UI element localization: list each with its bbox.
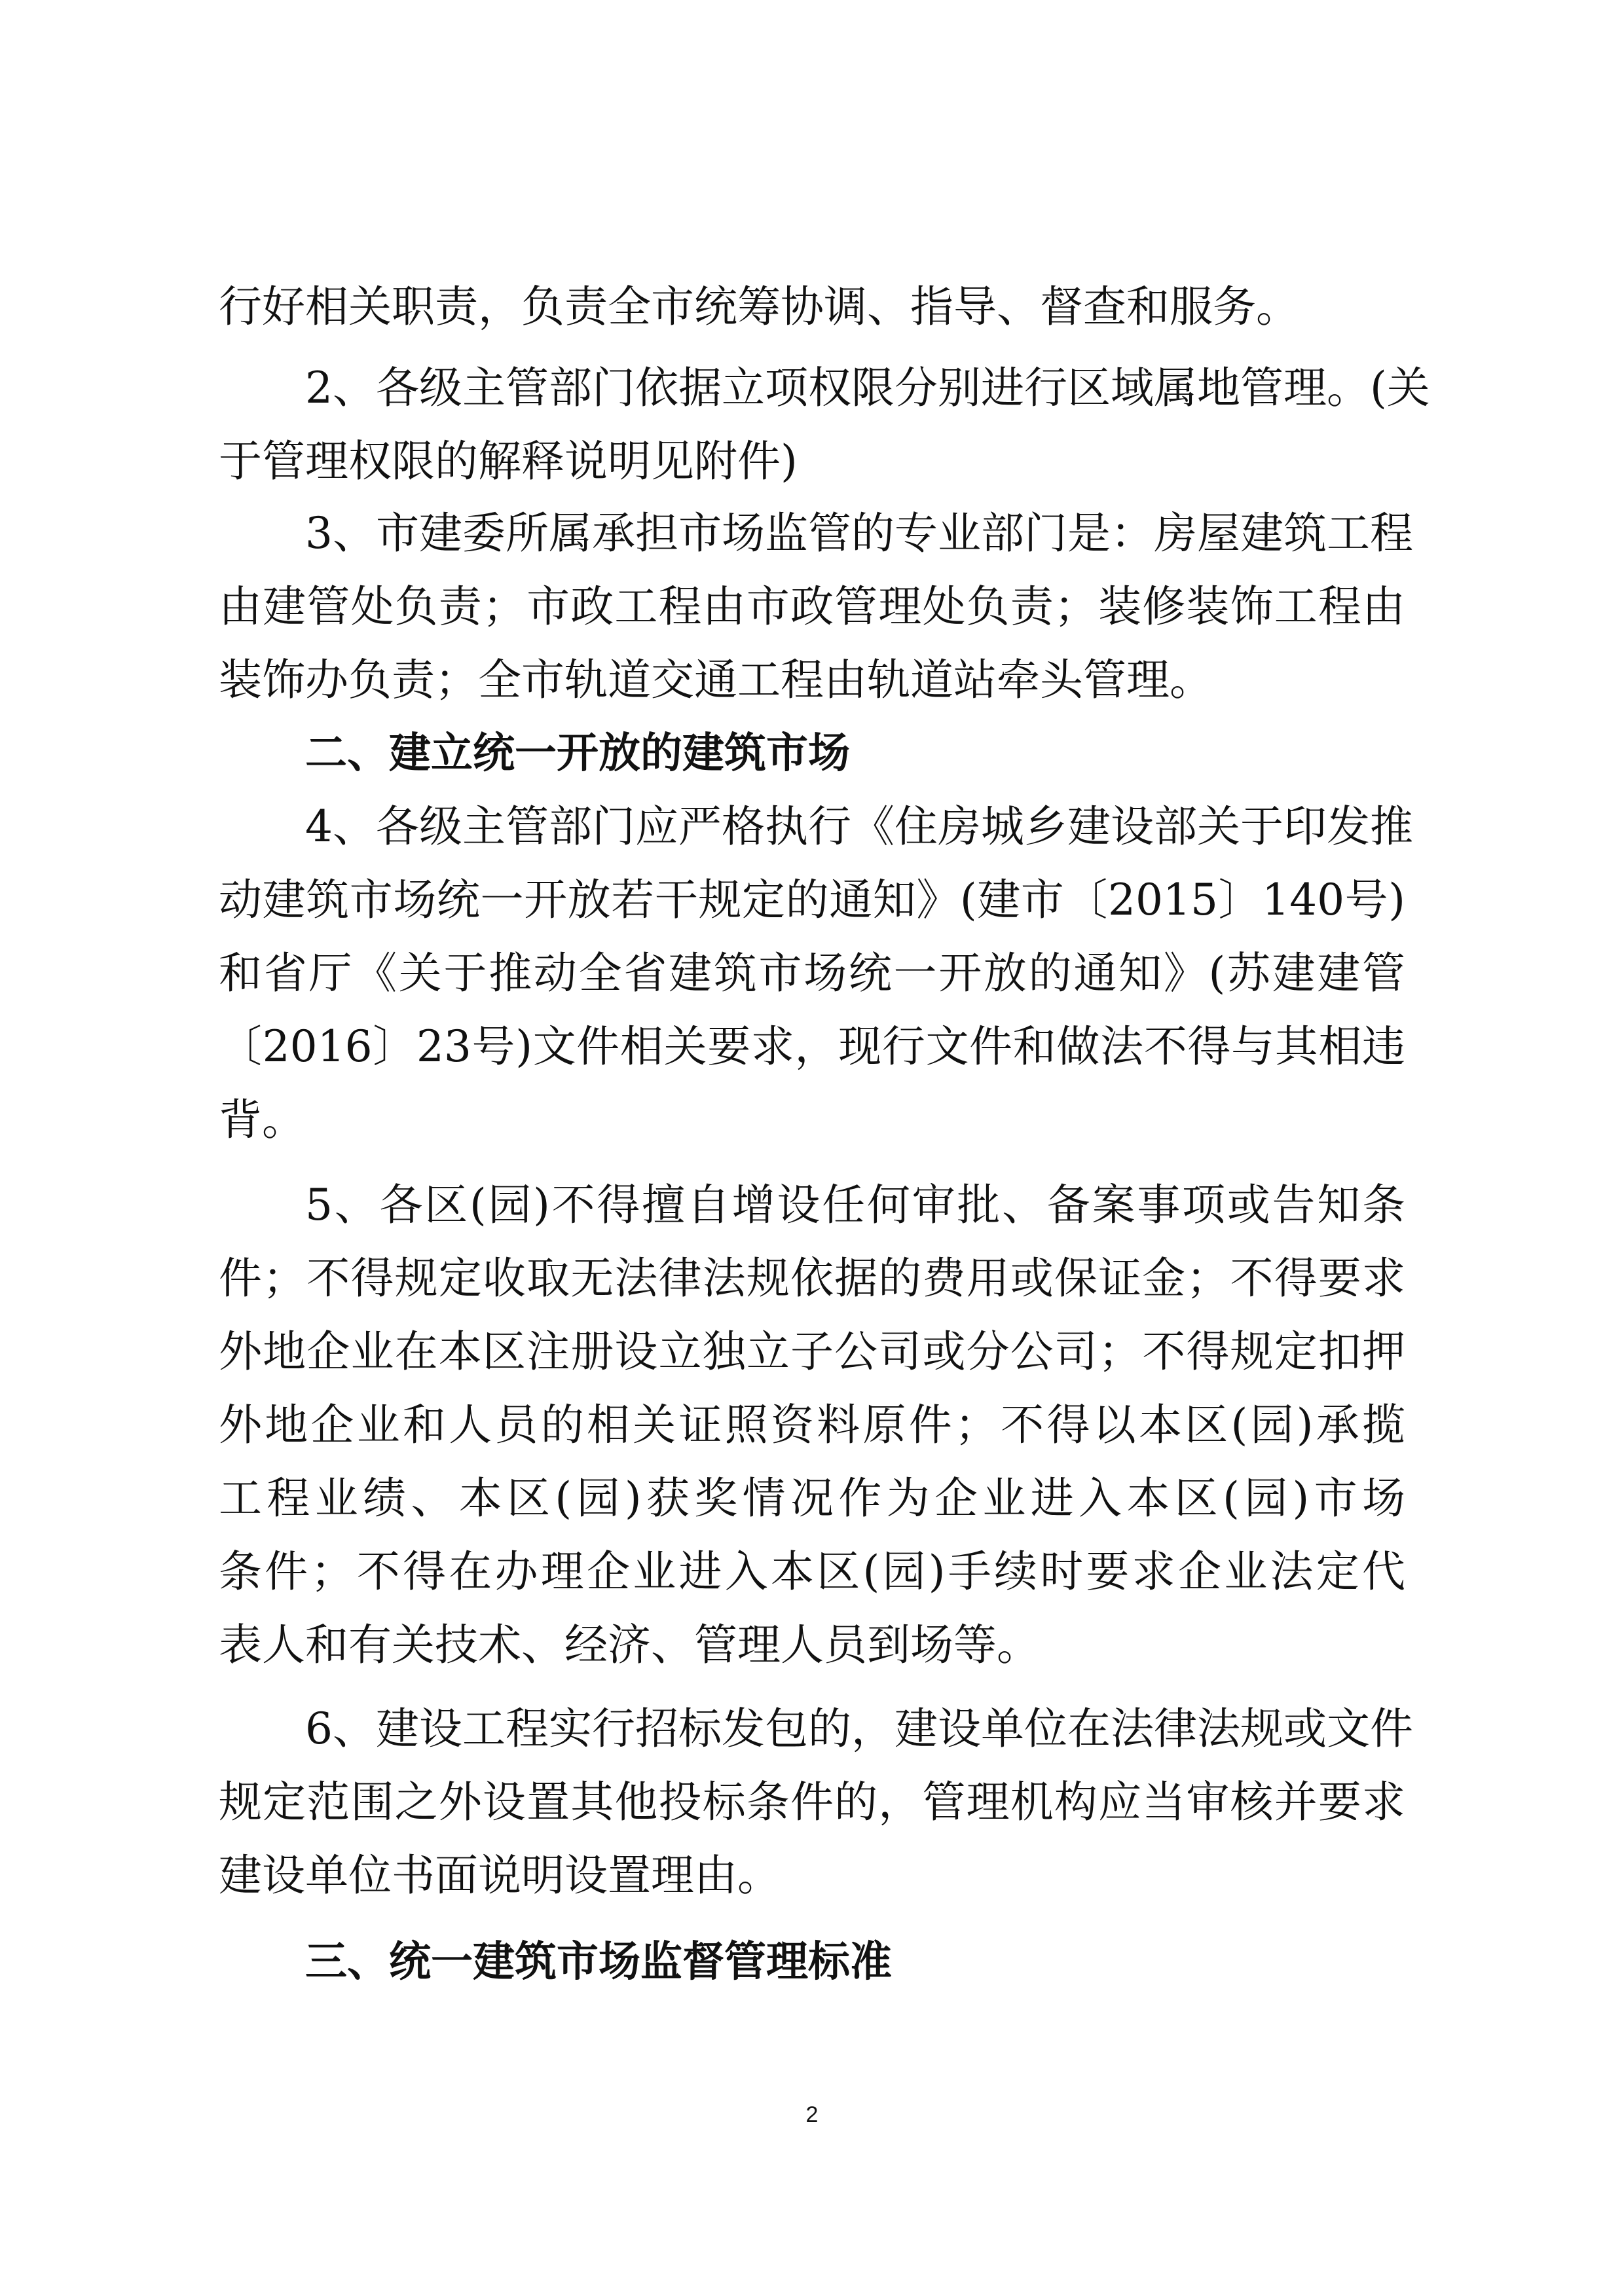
paragraph-line: 〔2016〕23号)文件相关要求，现行文件和做法不得与其相违 (219, 1021, 1405, 1072)
section-heading: 二、建立统一开放的建筑市场 (305, 729, 850, 778)
paragraph-line: 4、各级主管部门应严格执行《住房城乡建设部关于印发推 (305, 801, 1413, 852)
paragraph-line: 件；不得规定收取无法律法规依据的费用或保证金；不得要求 (219, 1253, 1405, 1303)
section-heading: 三、统一建筑市场监督管理标准 (305, 1938, 892, 1986)
paragraph-line: 3、市建委所属承担市场监管的专业部门是：房屋建筑工程 (305, 508, 1413, 558)
paragraph-line: 规定范围之外设置其他投标条件的，管理机构应当审核并要求 (219, 1777, 1405, 1827)
paragraph-line: 由建管处负责；市政工程由市政管理处负责；装修装饰工程由 (219, 581, 1405, 632)
paragraph-line: 6、建设工程实行招标发包的，建设单位在法律法规或文件 (305, 1704, 1413, 1754)
paragraph-line: 行好相关职责，负责全市统筹协调、指导、督查和服务。 (219, 282, 1299, 332)
paragraph-line: 2、各级主管部门依据立项权限分别进行区域属地管理。(关 (305, 363, 1430, 413)
paragraph-line: 外地企业和人员的相关证照资料原件；不得以本区(园)承揽 (219, 1400, 1405, 1450)
paragraph-line: 条件；不得在办理企业进入本区(园)手续时要求企业法定代 (219, 1546, 1405, 1597)
paragraph-line: 表人和有关技术、经济、管理人员到场等。 (219, 1620, 1040, 1670)
paragraph-line: 外地企业在本区注册设立独立子公司或分公司；不得规定扣押 (219, 1326, 1405, 1377)
paragraph-line: 装饰办负责；全市轨道交通工程由轨道站牵头管理。 (219, 655, 1213, 705)
page-number: 2 (805, 2102, 819, 2127)
paragraph-line: 建设单位书面说明设置理由。 (219, 1850, 781, 1901)
paragraph-line: 动建筑市场统一开放若干规定的通知》(建市〔2015〕140号) (219, 875, 1405, 925)
paragraph-line: 背。 (219, 1095, 305, 1145)
paragraph-line: 于管理权限的解释说明见附件) (219, 436, 798, 486)
paragraph-line: 和省厅《关于推动全省建筑市场统一开放的通知》(苏建建管 (219, 948, 1405, 998)
paragraph-line: 5、各区(园)不得擅自增设任何审批、备案事项或告知条 (305, 1180, 1405, 1230)
paragraph-line: 工程业绩、本区(园)获奖情况作为企业进入本区(园)市场 (219, 1473, 1405, 1523)
